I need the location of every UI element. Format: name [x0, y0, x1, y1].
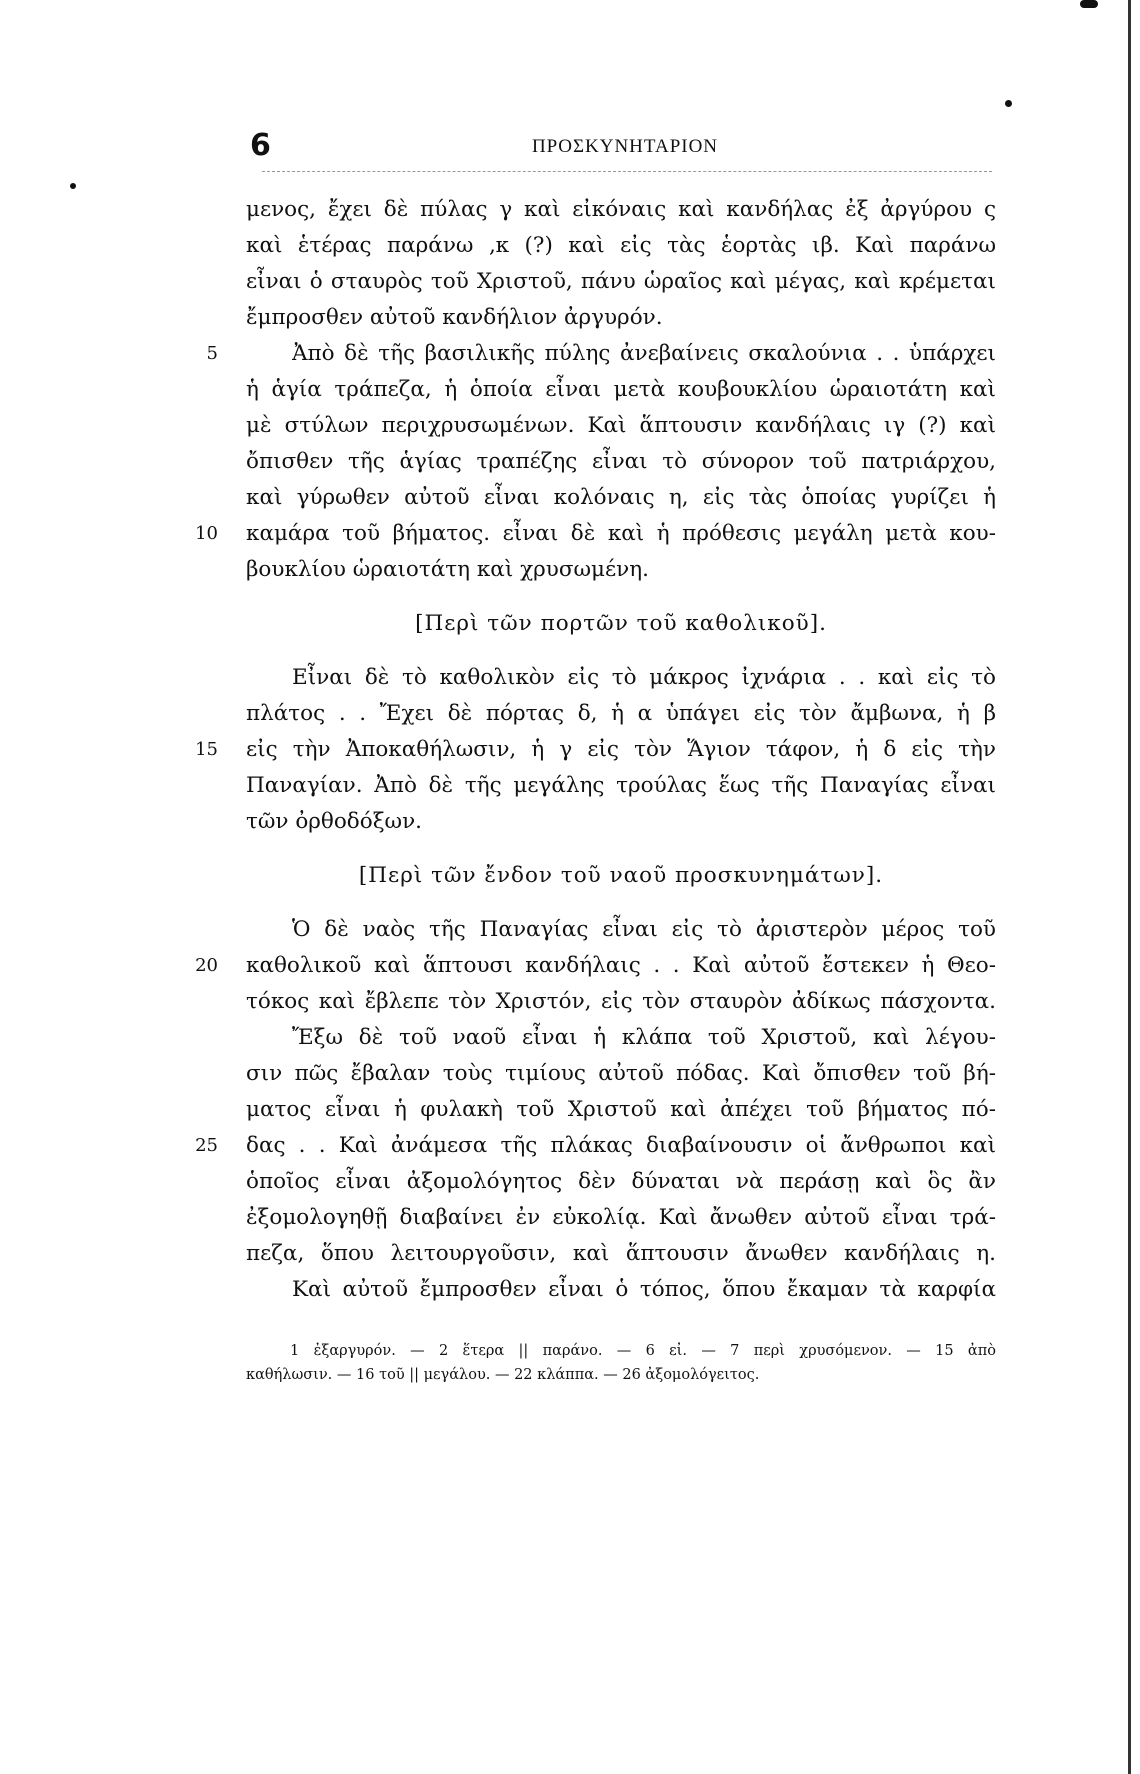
- scan-speck: [1080, 0, 1098, 8]
- text-line: καθολικοῦ καὶ ἅπτουσι κανδήλαις . . Καὶ αὐτοῦ ἔστεκεν ἡ Θεο-: [246, 953, 996, 978]
- text-line: ἡ ἁγία τράπεζα, ἡ ὁποία εἶναι μετὰ κουβουκλίου ὡραιοτάτη καὶ: [246, 377, 996, 402]
- scan-edge-line: [1128, 0, 1131, 1774]
- text-line: τόκος καὶ ἔβλεπε τὸν Χριστόν, εἰς τὸν σταυρὸν ἀδίκως πάσχοντα.: [246, 989, 996, 1014]
- text-line: πεζα, ὅπου λειτουργοῦσιν, καὶ ἅπτουσιν ἄνωθεν κανδήλαις η.: [246, 1241, 996, 1266]
- running-title: ΠΡΟΣΚΥΝΗΤΑΡΙΟΝ: [531, 136, 719, 157]
- text-line: πλάτος . . Ἔχει δὲ πόρτας δ, ἡ α ὑπάγει εἰς τὸν ἄμβωνα, ἡ β: [246, 701, 996, 726]
- section-heading: [Περὶ τῶν πορτῶν τοῦ καθολικοῦ].: [415, 611, 827, 636]
- line-number: 5: [206, 343, 218, 364]
- section-heading: [Περὶ τῶν ἔνδον τοῦ ναοῦ προσκυνημάτων].: [358, 863, 884, 888]
- text-line: ματος εἶναι ἡ φυλακὴ τοῦ Χριστοῦ καὶ ἀπέχει τοῦ βήματος πό-: [246, 1097, 996, 1122]
- page-number: 6: [250, 128, 271, 163]
- text-line: ὄπισθεν τῆς ἁγίας τραπέζης εἶναι τὸ σύνορον τοῦ πατριάρχου,: [246, 449, 996, 474]
- text-line: εἰς τὴν Ἀποκαθήλωσιν, ἡ γ εἰς τὸν Ἅγιον τάφον, ἡ δ εἰς τὴν: [246, 737, 996, 762]
- text-line: Ἀπὸ δὲ τῆς βασιλικῆς πύλης ἀνεβαίνεις σκαλούνια . . ὑπάρχει: [292, 341, 996, 366]
- text-line: καὶ ἑτέρας παράνω ‚κ (?) καὶ εἰς τὰς ἑορτὰς ιβ. Καὶ παράνω: [246, 233, 996, 258]
- scan-speck: [70, 183, 76, 189]
- line-number: 25: [195, 1135, 218, 1156]
- running-header: [250, 128, 1000, 168]
- text-line: καὶ γύρωθεν αὐτοῦ εἶναι κολόναις η, εἰς τὰς ὁποίας γυρίζει ἡ: [246, 485, 996, 510]
- line-number: 20: [195, 955, 218, 976]
- text-line: ὁποῖος εἶναι ἀξομολόγητος δὲν δύναται νὰ περάσῃ καὶ ὃς ἂν: [246, 1169, 996, 1194]
- footnote-line: 1 ἐξαργυρόν. — 2 ἕτερα || παράνο. — 6 εἰ. — 7 περὶ χρυσόμενον. — 15 ἀπὸ: [290, 1343, 996, 1359]
- text-line: ἐξομολογηθῇ διαβαίνει ἐν εὐκολίᾳ. Καὶ ἄνωθεν αὐτοῦ εἶναι τρά-: [246, 1205, 996, 1230]
- line-number: 10: [195, 523, 218, 544]
- text-line: Παναγίαν. Ἀπὸ δὲ τῆς μεγάλης τρούλας ἕως τῆς Παναγίας εἶναι: [246, 773, 996, 798]
- scan-speck: [1005, 100, 1012, 107]
- text-line: σιν πῶς ἔβαλαν τοὺς τιμίους αὐτοῦ πόδας. Καὶ ὄπισθεν τοῦ βή-: [246, 1061, 996, 1086]
- text-line: μενος, ἔχει δὲ πύλας γ καὶ εἰκόναις καὶ κανδήλας ἐξ ἀργύρου ς: [246, 197, 996, 222]
- text-line: ἔμπροσθεν αὐτοῦ κανδήλιον ἀργυρόν.: [246, 305, 663, 330]
- text-line: Ὁ δὲ ναὸς τῆς Παναγίας εἶναι εἰς τὸ ἀριστερὸν μέρος τοῦ: [292, 917, 996, 942]
- text-line: καμάρα τοῦ βήματος. εἶναι δὲ καὶ ἡ πρόθεσις μεγάλη μετὰ κου-: [246, 521, 996, 546]
- text-line: εἶναι ὁ σταυρὸς τοῦ Χριστοῦ, πάνυ ὡραῖος καὶ μέγας, καὶ κρέμεται: [246, 269, 996, 294]
- header-rule: [262, 171, 992, 172]
- text-line: δας . . Καὶ ἀνάμεσα τῆς πλάκας διαβαίνουσιν οἱ ἄνθρωποι καὶ: [246, 1133, 996, 1158]
- text-line: τῶν ὀρθοδόξων.: [246, 809, 422, 834]
- text-line: Καὶ αὐτοῦ ἔμπροσθεν εἶναι ὁ τόπος, ὅπου ἔκαμαν τὰ καρφία: [292, 1277, 996, 1302]
- text-line: Ἔξω δὲ τοῦ ναοῦ εἶναι ἡ κλάπα τοῦ Χριστοῦ, καὶ λέγου-: [292, 1025, 996, 1050]
- footnote-line: καθήλωσιν. — 16 τοῦ || μεγάλου. — 22 κλάππα. — 26 ἀξομολόγειτος.: [246, 1367, 760, 1383]
- text-line: Εἶναι δὲ τὸ καθολικὸν εἰς τὸ μάκρος ἰχνάρια . . καὶ εἰς τὸ: [292, 665, 996, 690]
- line-number: 15: [195, 739, 218, 760]
- text-line: μὲ στύλων περιχρυσωμένων. Καὶ ἅπτουσιν κανδήλαις ιγ (?) καὶ: [246, 413, 996, 438]
- text-line: βουκλίου ὡραιοτάτη καὶ χρυσωμένη.: [246, 557, 649, 582]
